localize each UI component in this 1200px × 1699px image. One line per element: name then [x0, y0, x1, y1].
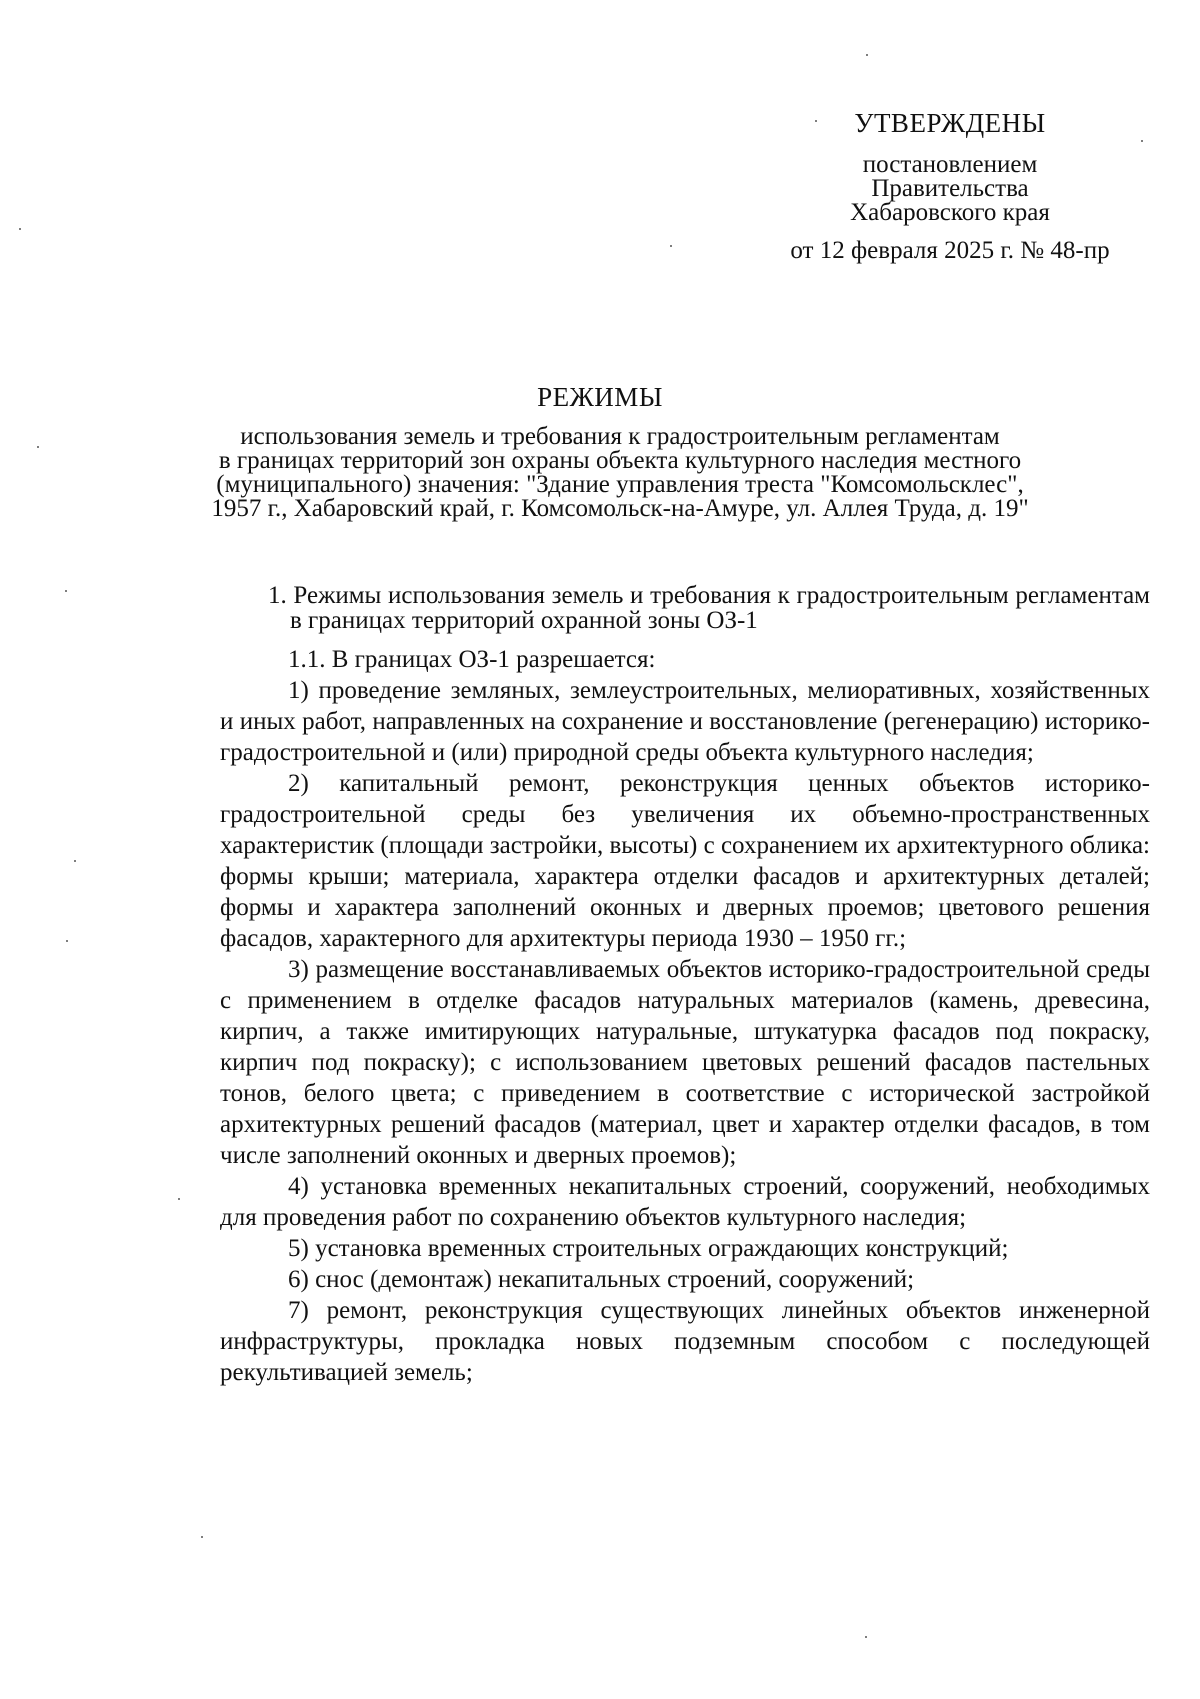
scan-speck — [37, 446, 39, 448]
document-title: РЕЖИМЫ — [537, 382, 663, 412]
list-item: 3) размещение восстанавливаемых объектов историко-градостроительной среды с применением в отделке фасадов натуральных материалов (камень, древесина, кирпич, а также имитирующих натуральные, штукатурка фасадов под покраску, кирпич под покраску); с использованием цветовых решений фасадов пастельных тонов, белого цвета; с приведением в соответствие с исторической застройкой архитектурных решений фасадов (материал, цвет и характер отделки фасадов, в том числе заполнений оконных и дверных проемов); — [220, 956, 1150, 1169]
scan-speck — [178, 1198, 180, 1200]
subtitle-line: (муниципального) значения: "Здание управления треста "Комсомольсклес", — [216, 471, 1024, 498]
scan-speck — [66, 940, 68, 942]
list-item: 1) проведение земляных, землеустроительных, мелиоративных, хозяйственных и иных работ, направленных на сохранение и восстановление (регенерацию) историко-градостроительной и (или) природной среды объекта культурного наследия; — [220, 677, 1150, 766]
document-subtitle — [180, 425, 1060, 521]
list-item: 2) капитальный ремонт, реконструкция ценных объектов историко-градостроительной среды без увеличения их объемно-пространственных характеристик (площади застройки, высоты) с сохранением их архитектурного облика: формы крыши; материала, характера отделки фасадов и архитектурных деталей; формы и характера заполнений оконных и дверных проемов; цветового решения фасадов, характерного для архитектуры периода 1930 – 1950 гг.; — [220, 770, 1150, 952]
scan-speck — [815, 120, 817, 122]
subtitle-line: 1957 г., Хабаровский край, г. Комсомольск-на-Амуре, ул. Аллея Труда, д. 19" — [211, 495, 1029, 522]
subtitle-line: в границах территорий зон охраны объекта культурного наследия местного — [218, 447, 1022, 474]
scan-speck — [74, 860, 76, 862]
scan-speck — [866, 54, 868, 56]
approval-heading: УТВЕРЖДЕНЫ — [854, 108, 1046, 138]
list-item: 6) снос (демонтаж) некапитальных строений, сооружений; — [288, 1266, 915, 1293]
scan-speck — [201, 1536, 203, 1538]
subsection-heading: 1.1. В границах ОЗ-1 разрешается: — [288, 646, 656, 673]
approval-line: Хабаровского края — [850, 199, 1050, 226]
scan-speck — [1141, 140, 1143, 142]
approval-stamp — [760, 108, 1140, 266]
list-item: 5) установка временных строительных ограждающих конструкций; — [288, 1235, 1009, 1262]
scan-speck — [865, 1636, 867, 1638]
section-heading: 1. Режимы использования земель и требования к градостроительным регламентам в границах территорий охранной зоны ОЗ-1 — [268, 582, 1150, 634]
scan-speck — [670, 245, 672, 247]
document-body — [220, 583, 1150, 1388]
approval-line: постановлением — [862, 151, 1038, 178]
scan-speck — [65, 590, 67, 592]
approval-line: Правительства — [871, 175, 1029, 202]
scan-speck — [19, 228, 21, 230]
list-item: 4) установка временных некапитальных строений, сооружений, необходимых для проведения работ по сохранению объектов культурного наследия; — [220, 1173, 1150, 1231]
list-item: 7) ремонт, реконструкция существующих линейных объектов инженерной инфраструктуры, прокладка новых подземным способом с последующей рекультивацией земель; — [220, 1297, 1150, 1386]
approval-date: от 12 февраля 2025 г. № 48-пр — [790, 237, 1110, 264]
subtitle-line: использования земель и требования к градостроительным регламентам — [240, 423, 1000, 450]
